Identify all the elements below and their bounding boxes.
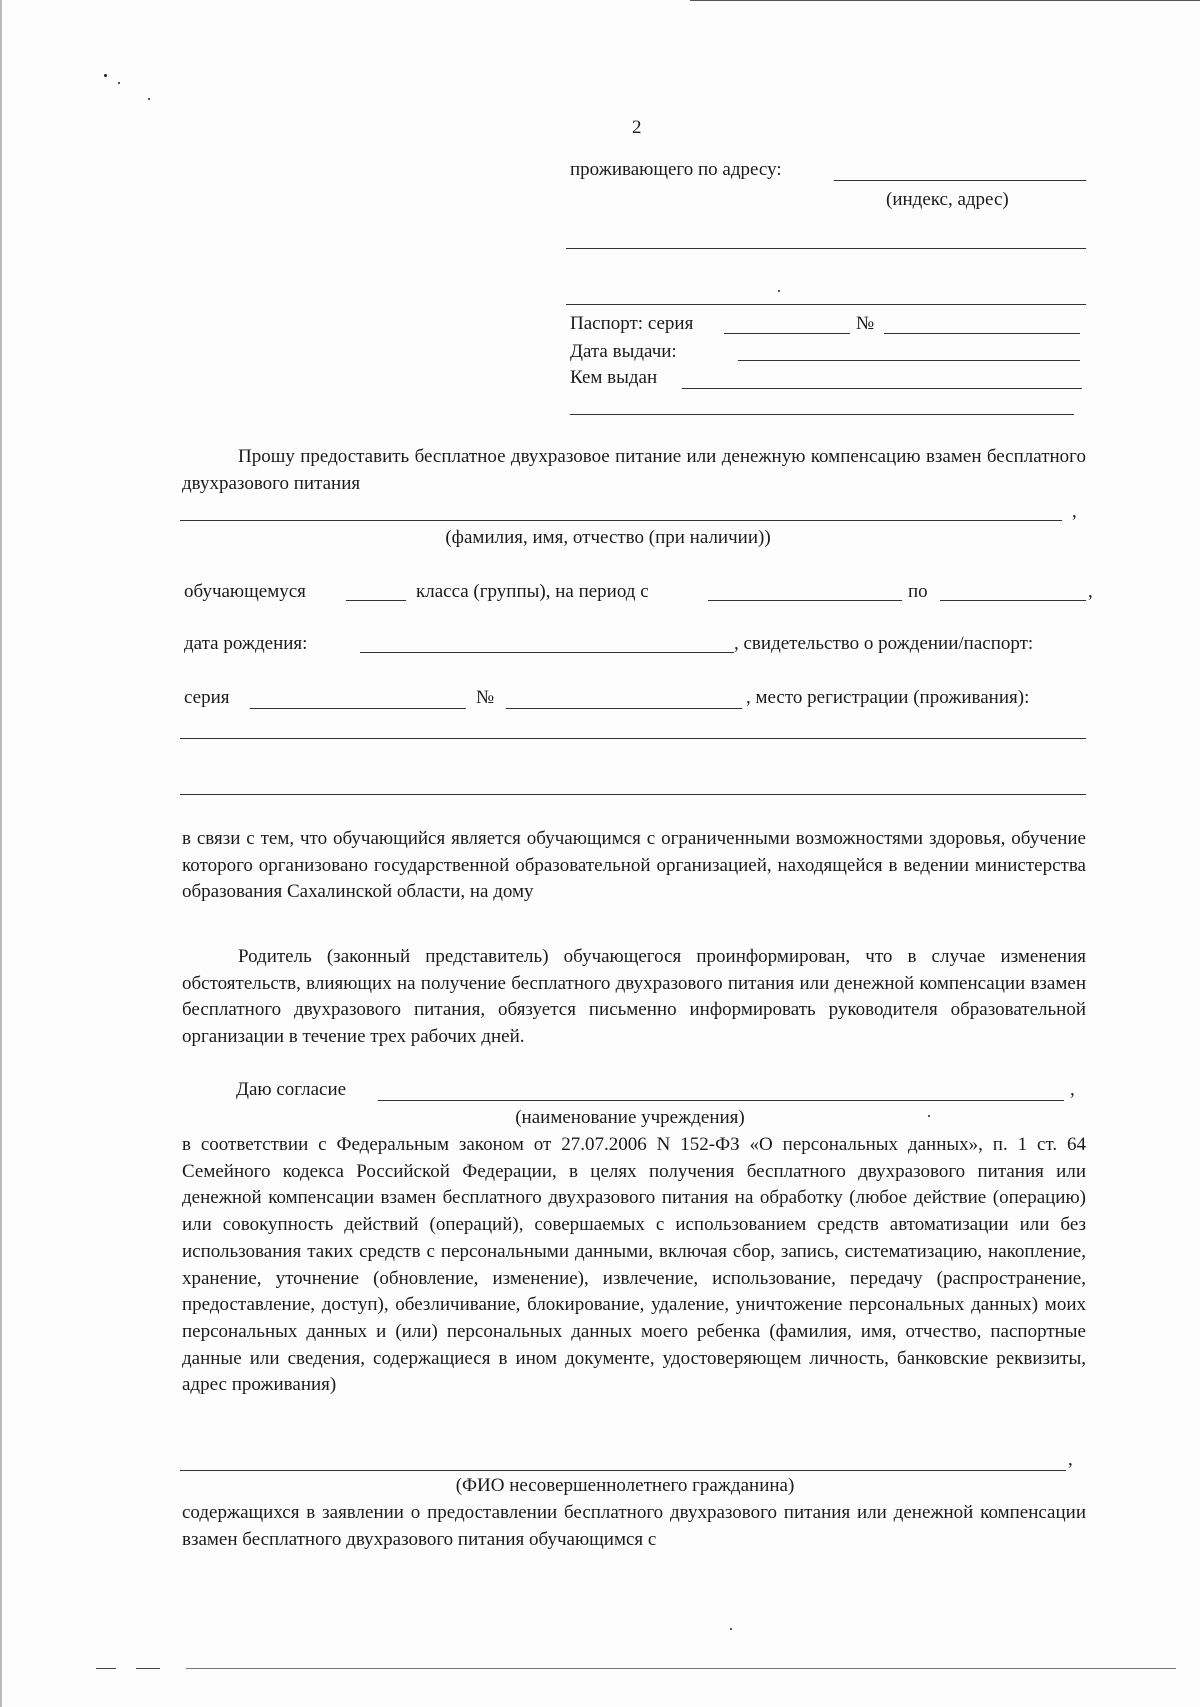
reason-paragraph: в связи с тем, что обучающийся является обучающимся с ограниченными возможностями здоровья, обучение которого организовано государственной образовательной организацией, находящейся в ведении министерства образования Сахалинской области, на дому: [182, 828, 1086, 903]
doc-number-line: [506, 708, 742, 709]
class-line: [346, 600, 406, 601]
institution-hint: (наименование учреждения): [515, 1107, 745, 1128]
page-number: 2: [632, 117, 642, 138]
certificate-label: , свидетельство о рождении/паспорт:: [734, 633, 1034, 654]
address-field-line: [834, 180, 1086, 181]
scan-bottom-line: [136, 1668, 160, 1669]
scan-top-edge: [690, 0, 1200, 1]
scan-speck: [778, 290, 780, 292]
student-fio-comma: ,: [1072, 501, 1077, 522]
passport-series-line: [724, 333, 850, 334]
passport-number-sign: №: [856, 313, 875, 334]
minor-fio-comma: ,: [1068, 1449, 1073, 1470]
doc-series-label: серия: [184, 687, 230, 708]
request-paragraph: Прошу предоставить бесплатное двухразовое питание или денежную компенсацию взамен бесплатного двухразового питания: [182, 446, 1086, 494]
address-hint: (индекс, адрес): [886, 189, 1009, 210]
scan-speck: [928, 1115, 930, 1117]
scan-bottom-line: [186, 1668, 1176, 1669]
class-period-label: класса (группы), на период с: [416, 581, 649, 602]
address-label: проживающего по адресу:: [570, 159, 782, 180]
student-label: обучающемуся: [184, 581, 306, 602]
institution-comma: ,: [1070, 1079, 1075, 1100]
scan-speck: [104, 74, 107, 77]
registration-label: , место регистрации (проживания):: [746, 687, 1030, 708]
student-fio-hint: (фамилия, имя, отчество (при наличии)): [445, 527, 771, 548]
issued-by-line: [682, 388, 1082, 389]
consent-label: Даю согласие: [236, 1079, 347, 1100]
passport-series-label: Паспорт: серия: [570, 313, 694, 334]
scan-left-edge: [0, 0, 2, 1707]
student-fio-line: [180, 520, 1062, 521]
issue-date-label: Дата выдачи:: [570, 341, 677, 362]
scan-speck: [118, 82, 120, 84]
period-to-line: [940, 600, 1086, 601]
issued-by-label: Кем выдан: [570, 367, 658, 388]
registration-line-1: [180, 738, 1086, 739]
address-line-2: [566, 248, 1086, 249]
minor-fio-hint: (ФИО несовершеннолетнего гражданина): [455, 1475, 795, 1496]
minor-fio-line: [180, 1470, 1066, 1471]
notice-paragraph: Родитель (законный представитель) обучающегося проинформирован, что в случае изменения обстоятельств, влияющих на получение бесплатного двухразового питания или денежной компенсации взамен бесплатного двухразового питания, обязуется письменно информировать руководителя образовательной организации в течение трех рабочих дней.: [182, 946, 1086, 1048]
period-from-line: [708, 600, 902, 601]
doc-series-line: [250, 708, 466, 709]
issued-by-line-2: [570, 414, 1074, 415]
period-comma: ,: [1088, 581, 1093, 602]
consent-tail-paragraph: содержащихся в заявлении о предоставлении бесплатного двухразового питания или денежной компенсации взамен бесплатного двухразового питания обучающимся с: [182, 1502, 1086, 1550]
birthdate-label: дата рождения:: [184, 633, 308, 654]
address-line-3: [566, 304, 1086, 305]
scan-speck: [148, 98, 150, 100]
registration-line-2: [180, 794, 1086, 795]
institution-line: [378, 1100, 1064, 1101]
scan-speck: [730, 1628, 732, 1630]
scan-bottom-line: [96, 1668, 116, 1669]
issue-date-line: [738, 360, 1080, 361]
doc-number-sign: №: [476, 687, 495, 708]
birthdate-line: [360, 652, 734, 653]
consent-paragraph: в соответствии с Федеральным законом от 27.07.2006 N 152-ФЗ «О персональных данных», п. 1 ст. 64 Семейного кодекса Российской Федерации, в целях получения бесплатного двухразового питания или денежной компенсации взамен бесплатного двухразового питания на обработку (любое действие (операцию) или совокупность действий (операций), совершаемых с использованием средств автоматизации или без использования таких средств с персональными данными, включая сбор, запись, систематизацию, накопление, хранение, уточнение (обновление, изменение), извлечение, использование, передачу (распространение, предоставление, доступ), обезличивание, блокирование, удаление, уничтожение персональных данных) моих персональных данных и (или) персональных данных моего ребенка (фамилия, имя, отчество, паспортные данные или сведения, содержащиеся в ином документе, удостоверяющем личность, банковские реквизиты, адрес проживания): [182, 1134, 1086, 1396]
period-to-label: по: [908, 581, 928, 602]
passport-number-line: [884, 333, 1080, 334]
